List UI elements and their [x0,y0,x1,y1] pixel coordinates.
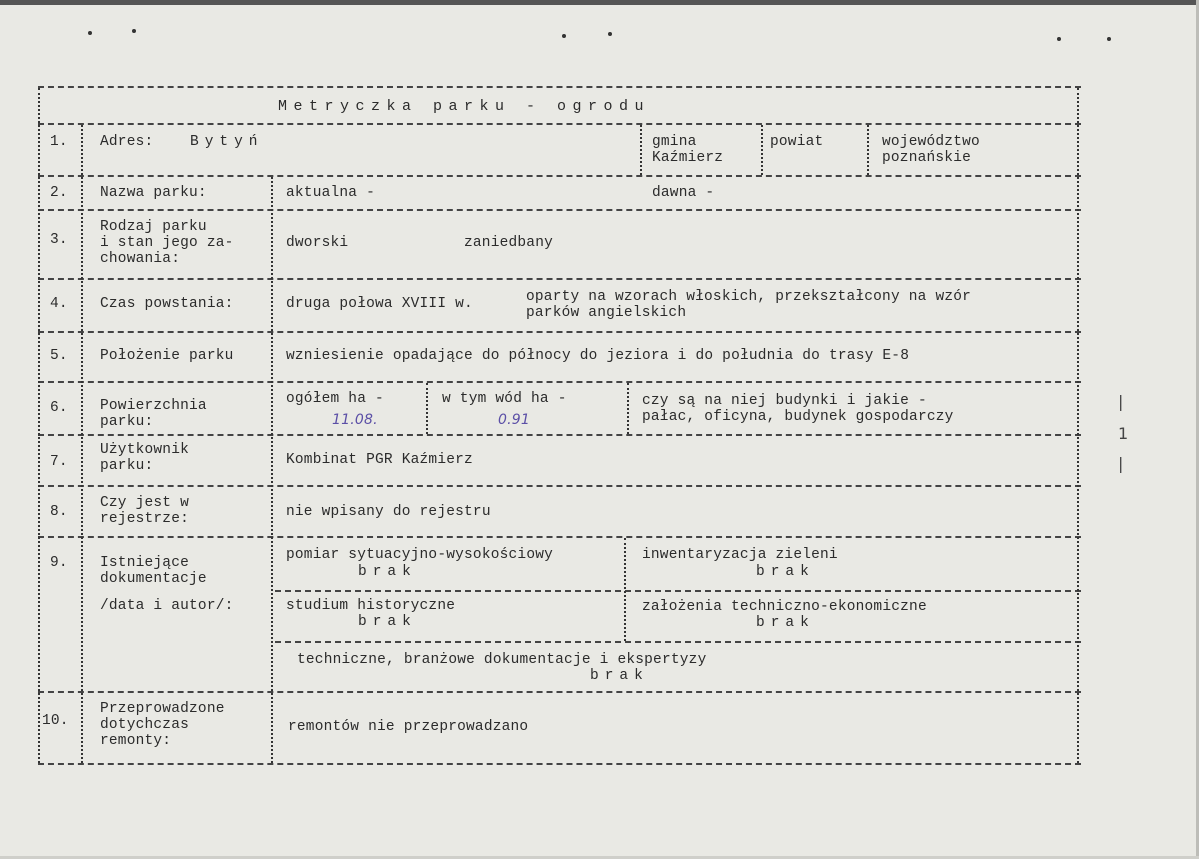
location-label: Położenie parku [100,348,234,364]
buildings-value: pałac, oficyna, budynek gospodarczy [642,409,954,425]
sep-ogolem [426,383,428,434]
historical-study-value: brak [358,614,417,630]
rule-row-4 [38,331,1081,333]
user-label: parku: [100,458,154,474]
rule-row-8 [38,536,1081,538]
margin-page-number: 1 [1118,424,1129,443]
rule-row-1 [38,175,1081,177]
assumptions-label: założenia techniczno-ekonomiczne [642,599,927,615]
assumptions-value: brak [756,615,815,631]
margin-dash: | [1118,392,1124,411]
documentation-date-author-label: /data i autor/: [100,598,234,614]
register-value: nie wpisany do rejestru [286,504,491,520]
area-total-value: 11.08. [332,412,378,428]
renovations-label: dotychczas [100,717,190,733]
row-number: 4. [50,296,68,312]
rule-title-bottom [38,123,1081,125]
water-area-value: 0.91 [498,412,530,428]
wojewodztwo-value: poznańskie [882,150,972,166]
rule-bottom [38,763,1081,765]
row-number: 3. [50,232,68,248]
rule-row-7 [38,485,1081,487]
documentation-label: dokumentacje [100,571,207,587]
col-label-separator [271,177,273,763]
row-number: 1. [50,134,68,150]
address-label: Adres: [100,134,154,150]
survey-value: brak [358,564,417,580]
rule-row-5 [38,381,1081,383]
buildings-label: czy są na niej budynki i jakie - [642,393,927,409]
sep-wojewodztwo [867,125,869,175]
register-label: Czy jest w [100,495,190,511]
creation-time-value: druga połowa XVIII w. [286,296,473,312]
user-label: Użytkownik [100,442,190,458]
park-condition-value: zaniedbany [464,235,554,251]
area-label: Powierzchnia [100,398,207,414]
historical-study-label: studium historyczne [286,598,456,614]
park-type-label: i stan jego za- [100,235,234,251]
sep-dokumentacje [624,538,626,641]
border-right [1077,88,1079,763]
form-title: Metryczka parku - ogrodu [278,98,651,115]
location-value: wzniesienie opadające do północy do jeziora i do południa do trasy E-8 [286,348,910,364]
park-type-value: dworski [286,235,349,251]
rule-row-3 [38,278,1081,280]
sep-wod [627,383,629,434]
park-name-current: aktualna - [286,185,376,201]
row-number: 7. [50,454,68,470]
rule-row-2 [38,209,1081,211]
park-type-label: chowania: [100,251,181,267]
user-value: Kombinat PGR Kaźmierz [286,452,473,468]
renovations-label: Przeprowadzone [100,701,225,717]
technical-docs-value: brak [590,668,649,684]
area-total-label: ogółem ha - [286,391,384,407]
rule-row-6 [38,434,1081,436]
water-area-label: w tym wód ha - [442,391,567,407]
park-name-label: Nazwa parku: [100,185,207,201]
rule-row-9 [38,691,1081,693]
inventory-value: brak [756,564,815,580]
inventory-label: inwentaryzacja zieleni [642,547,838,563]
margin-dash: | [1118,454,1124,473]
row-number: 10. [42,713,69,729]
wojewodztwo-label: województwo [882,134,980,150]
renovations-value: remontów nie przeprowadzano [288,719,529,735]
documentation-label: Istniejące [100,555,190,571]
rule-row-9a [275,590,1081,592]
technical-docs-label: techniczne, branżowe dokumentacje i ekspertyzy [297,652,707,668]
rule-row-9b [275,641,1081,643]
row-number: 5. [50,348,68,364]
survey-label: pomiar sytuacyjno-wysokościowy [286,547,554,563]
gmina-label: gmina [652,134,697,150]
address-value: Bytyń [190,134,264,150]
row-number: 9. [50,555,68,571]
renovations-label: remonty: [100,733,172,749]
register-label: rejestrze: [100,511,190,527]
sep-gmina [640,125,642,175]
area-label: parku: [100,414,154,430]
creation-time-label: Czas powstania: [100,296,234,312]
rule-top [38,86,1081,88]
sep-powiat [761,125,763,175]
row-number: 8. [50,504,68,520]
col-num-separator [81,125,83,763]
creation-description: oparty na wzorach włoskich, przekształcony na wzór [526,289,972,305]
border-left [38,88,40,763]
powiat-label: powiat [770,134,824,150]
row-number: 6. [50,400,68,416]
park-type-label: Rodzaj parku [100,219,207,235]
row-number: 2. [50,185,68,201]
creation-description: parków angielskich [526,305,687,321]
gmina-value: Kaźmierz [652,150,724,166]
park-name-former: dawna - [652,185,715,201]
